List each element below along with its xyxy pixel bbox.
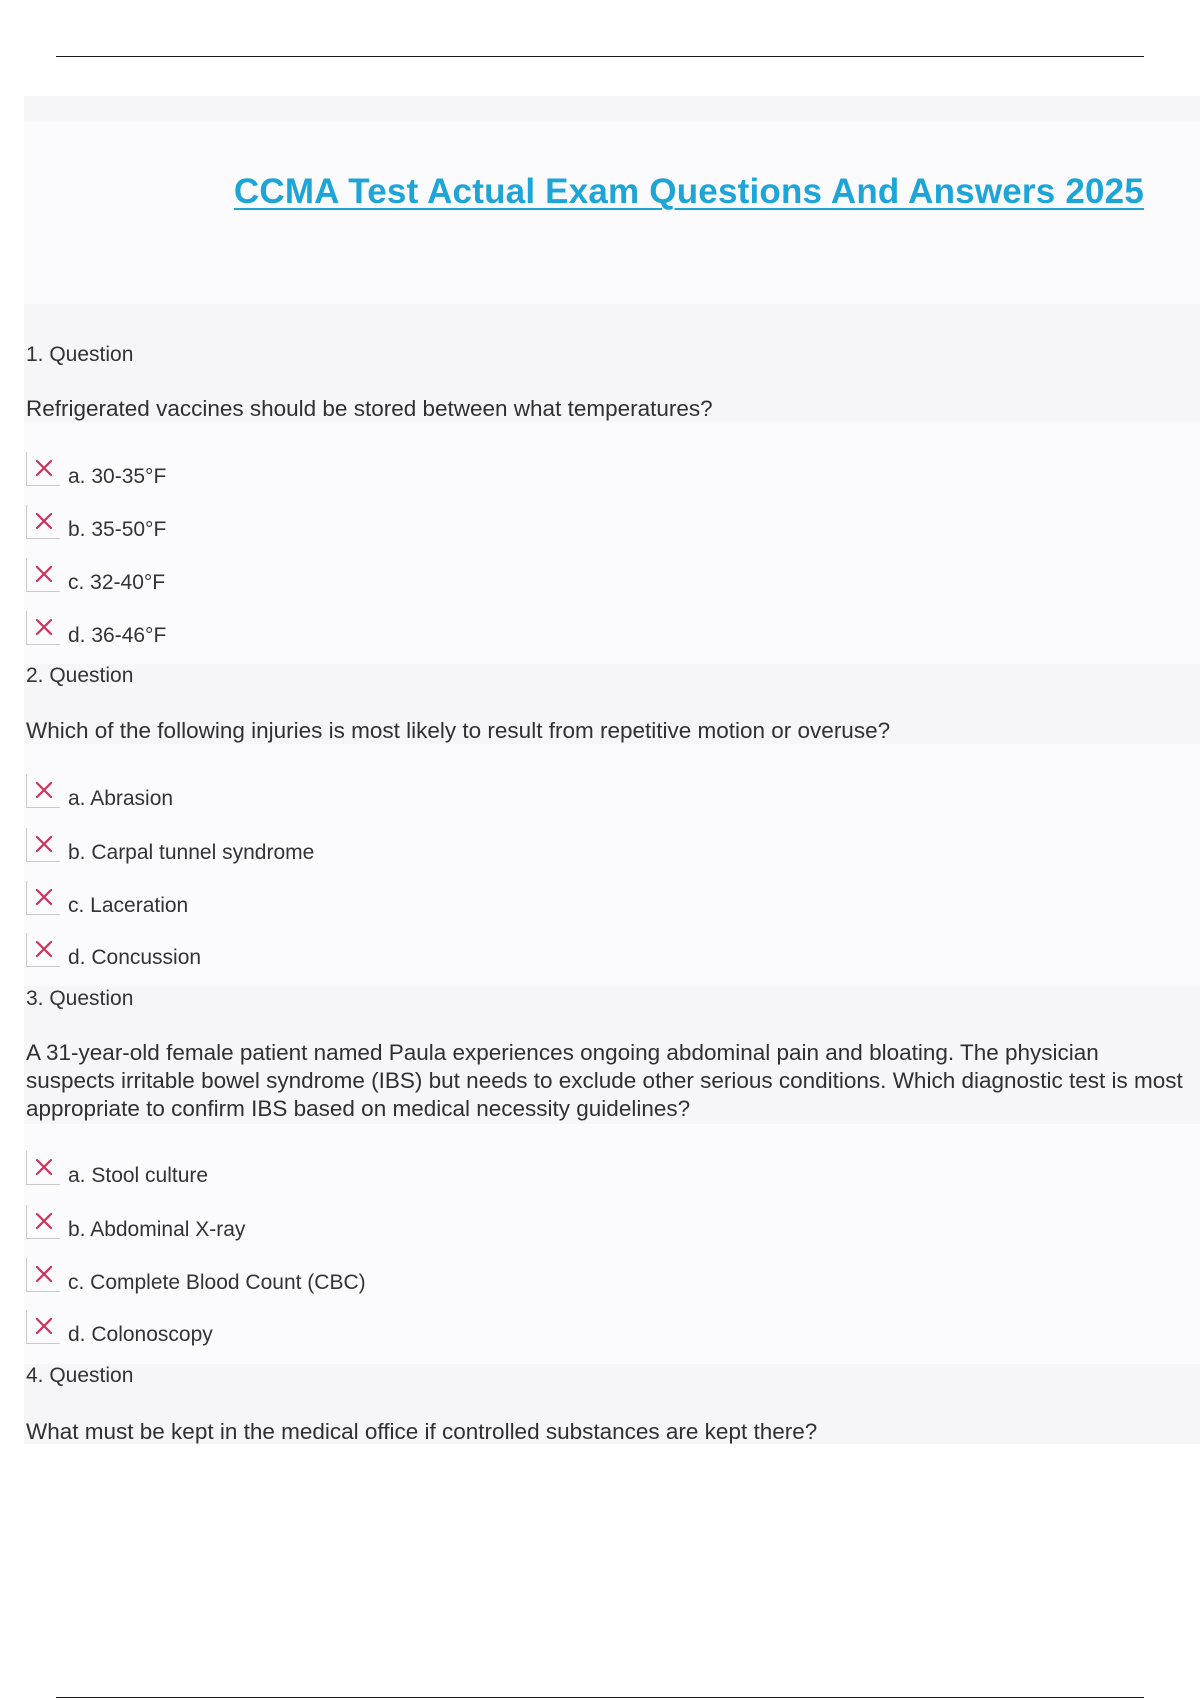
- question-2-option-a[interactable]: [26, 772, 173, 810]
- question-3-option-b[interactable]: [26, 1203, 245, 1241]
- question-1-option-a[interactable]: [26, 450, 166, 488]
- option-label: d. Concussion: [68, 946, 202, 969]
- question-3-option-c[interactable]: [26, 1256, 366, 1294]
- x-mark-icon: [26, 1258, 60, 1292]
- title-container: [234, 172, 1144, 212]
- x-mark-icon: [26, 1310, 60, 1344]
- question-2-label: 2. Question: [26, 664, 134, 687]
- x-mark-icon: [26, 558, 60, 592]
- option-label: d. Colonoscopy: [68, 1323, 213, 1346]
- question-1-option-b[interactable]: [26, 503, 166, 541]
- question-1-option-c[interactable]: [26, 556, 165, 594]
- question-1-label: 1. Question: [26, 343, 134, 366]
- x-mark-icon: [26, 1151, 60, 1185]
- option-label: c. Complete Blood Count (CBC): [68, 1271, 366, 1294]
- option-label: b. 35-50°F: [68, 518, 167, 541]
- option-label: a. Stool culture: [68, 1164, 209, 1187]
- x-mark-icon: [26, 828, 60, 862]
- question-3-option-a[interactable]: [26, 1149, 208, 1187]
- option-label: a. 30-35°F: [68, 465, 167, 488]
- x-mark-icon: [26, 611, 60, 645]
- question-1-options-band: [24, 422, 1200, 664]
- x-mark-icon: [26, 881, 60, 915]
- header-rule: [56, 56, 1144, 57]
- x-mark-icon: [26, 452, 60, 486]
- footer-rule: [56, 1697, 1144, 1698]
- question-3-option-d[interactable]: [26, 1308, 213, 1346]
- question-2-text: Which of the following injuries is most likely to result from repetitive motion or overuse?: [26, 718, 891, 743]
- x-mark-icon: [26, 1205, 60, 1239]
- question-1-option-d[interactable]: [26, 609, 166, 647]
- x-mark-icon: [26, 505, 60, 539]
- x-mark-icon: [26, 774, 60, 808]
- title-band: [24, 122, 1200, 304]
- question-2-option-c[interactable]: [26, 879, 188, 917]
- question-4-text: What must be kept in the medical office if controlled substances are kept there?: [26, 1419, 818, 1444]
- question-2-option-d[interactable]: [26, 931, 201, 969]
- question-1-text: Refrigerated vaccines should be stored between what temperatures?: [26, 396, 713, 421]
- question-3-label: 3. Question: [26, 987, 134, 1010]
- header-band: [24, 96, 1200, 122]
- option-label: c. 32-40°F: [68, 571, 166, 594]
- option-label: d. 36-46°F: [68, 624, 167, 647]
- question-2-option-b[interactable]: [26, 826, 314, 864]
- x-mark-icon: [26, 933, 60, 967]
- option-label: b. Abdominal X-ray: [68, 1218, 246, 1241]
- option-label: a. Abrasion: [68, 787, 174, 810]
- question-4-label: 4. Question: [26, 1364, 134, 1387]
- option-label: c. Laceration: [68, 894, 189, 917]
- question-3-text: A 31-year-old female patient named Paula experiences ongoing abdominal pain and bloating. The physician suspects irritable bowel syndrome (IBS) but needs to exclude other serious conditions. Which diagnostic test is most appropriate to confirm IBS based on medical necessity guidelines?: [26, 1040, 1183, 1121]
- page-title[interactable]: CCMA Test Actual Exam Questions And Answers 2025: [233, 172, 1144, 211]
- option-label: b. Carpal tunnel syndrome: [68, 841, 315, 864]
